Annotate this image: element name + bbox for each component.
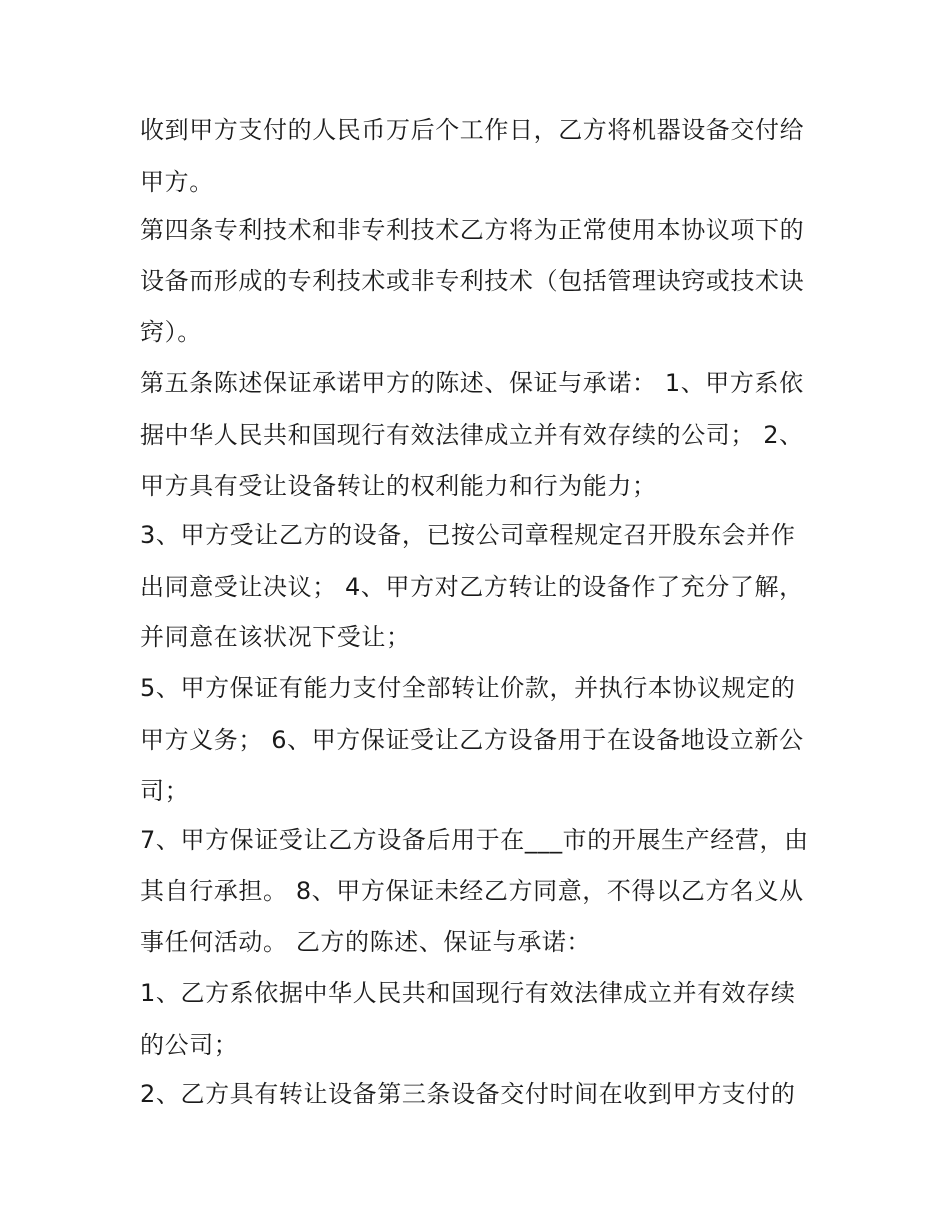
text-line: 第五条陈述保证承诺甲方的陈述、保证与承诺： 1、甲方系依 bbox=[140, 369, 804, 397]
text-line: 的公司； bbox=[140, 1031, 239, 1059]
text-line: 事任何活动。 乙方的陈述、保证与承诺： bbox=[140, 928, 592, 956]
text-line: 7、甲方保证受让乙方设备后用于在___市的开展生产经营，由 bbox=[140, 826, 809, 854]
text-line: 甲方义务； 6、甲方保证受让乙方设备用于在设备地设立新公 bbox=[140, 726, 804, 754]
text-line: 第四条专利技术和非专利技术乙方将为正常使用本协议项下的 bbox=[140, 216, 805, 244]
text-line: 3、甲方受让乙方的设备，已按公司章程规定召开股东会并作 bbox=[140, 521, 796, 549]
text-line: 据中华人民共和国现行有效法律成立并有效存续的公司； 2、 bbox=[140, 421, 804, 449]
text-line: 并同意在该状况下受让； bbox=[140, 623, 411, 651]
text-line: 2、乙方具有转让设备第三条设备交付时间在收到甲方支付的 bbox=[140, 1080, 796, 1108]
text-line: 1、乙方系依据中华人民共和国现行有效法律成立并有效存续 bbox=[140, 979, 796, 1007]
text-line: 窍）。 bbox=[140, 318, 202, 346]
text-line: 其自行承担。 8、甲方保证未经乙方同意，不得以乙方名义从 bbox=[140, 877, 804, 905]
text-line: 甲方。 bbox=[140, 168, 214, 196]
text-line: 设备而形成的专利技术或非专利技术（包括管理诀窍或技术诀 bbox=[140, 267, 805, 295]
text-line: 5、甲方保证有能力支付全部转让价款，并执行本协议规定的 bbox=[140, 674, 796, 702]
text-line: 收到甲方支付的人民币万后个工作日，乙方将机器设备交付给 bbox=[140, 116, 805, 144]
text-line: 甲方具有受让设备转让的权利能力和行为能力； bbox=[140, 472, 657, 500]
text-line: 出同意受让决议； 4、甲方对乙方转让的设备作了充分了解， bbox=[140, 573, 804, 601]
text-line: 司； bbox=[140, 777, 190, 805]
